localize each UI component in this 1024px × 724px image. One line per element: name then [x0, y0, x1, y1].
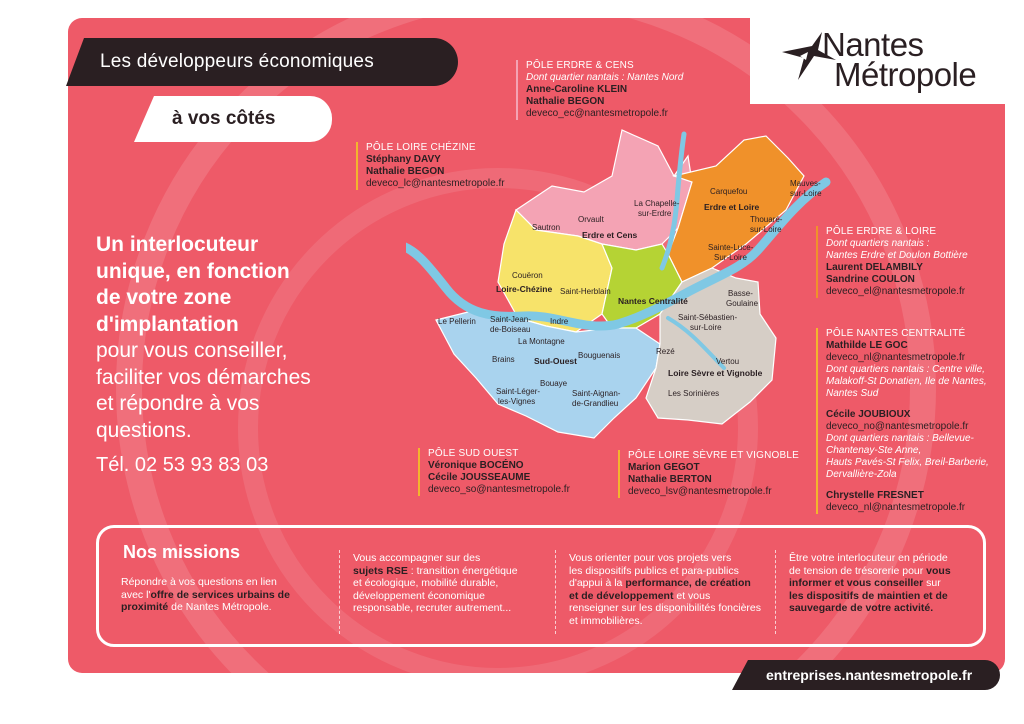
pole-contact: Stéphany DAVY [366, 154, 441, 165]
mission-highlight: sauvegarde de votre activité. [789, 602, 934, 614]
mission-2 [353, 552, 543, 615]
mission-text: avec l' [121, 588, 151, 601]
town-label: Bouguenais [578, 351, 621, 360]
town-label: Goulaine [726, 299, 759, 308]
mission-text: développement économique [353, 589, 485, 602]
website-link[interactable] [748, 660, 1000, 690]
pole-erdre-cens [516, 60, 683, 120]
town-label: Mauves- [790, 179, 821, 188]
pole-title: PÔLE SUD OUEST [428, 448, 519, 459]
town-label: Saint-Jean- [490, 315, 531, 324]
website-url[interactable]: entreprises.nantesmetropole.fr [766, 667, 973, 683]
phone-number[interactable]: Tél. 02 53 93 83 03 [96, 454, 269, 476]
pole-note: Chantenay-Ste Anne, [826, 445, 922, 456]
intro-line: questions. [96, 418, 192, 442]
town-label: Sainte-Luce- [708, 243, 754, 252]
mission-text: et écologique, mobilité durable, [353, 577, 499, 589]
town-label: Saint-Léger- [496, 387, 541, 396]
intro-line: Un interlocuteur [96, 233, 259, 256]
zone-label: Sud-Ouest [534, 356, 577, 366]
mission-text: sur [923, 577, 941, 589]
pole-contact: Véronique BOCÉNO [428, 460, 524, 471]
pole-note: Hauts Pavés-St Felix, Breil-Barberie, [826, 457, 989, 468]
mission-highlight: performance, de création [625, 577, 751, 589]
town-label: La Montagne [518, 337, 565, 346]
pole-contact: Nathalie BEGON [366, 166, 445, 177]
mission-text: de tension de trésorerie pour [789, 564, 927, 577]
header-subbanner [154, 96, 332, 142]
pole-title: PÔLE ERDRE & CENS [526, 60, 634, 71]
pole-contact: Marion GEGOT [628, 462, 700, 473]
mission-text: renseigner sur les disponibilités foncières [569, 602, 762, 614]
intro-line: pour vous conseiller, [96, 339, 288, 362]
mission-4 [789, 552, 975, 615]
town-label: Indre [550, 317, 569, 326]
pole-contact: Sandrine COULON [826, 274, 915, 285]
town-label: Rezé [656, 347, 675, 356]
mission-highlight: vous [926, 564, 951, 577]
mission-text: d'appui à la [569, 577, 626, 589]
pole-contact: Anne-Caroline KLEIN [526, 84, 628, 95]
logo-text-2: Métropole [834, 56, 977, 93]
mission-text: les dispositifs publics et para-publics [569, 564, 739, 577]
pole-note: Dervallière-Zola [826, 469, 897, 480]
town-label: sur-Loire [690, 323, 722, 332]
zone-label: Nantes Centralité [618, 296, 688, 306]
intro-line: d'implantation [96, 312, 239, 336]
mission-highlight: informer et vous conseiller [789, 577, 924, 589]
mission-highlight: offre de services urbains de [150, 588, 290, 601]
town-label: Sautron [532, 223, 561, 232]
mission-text: responsable, recruter autrement... [353, 602, 512, 614]
town-label: Saint-Aignan- [572, 389, 621, 398]
pole-email[interactable]: deveco_el@nantesmetropole.fr [826, 286, 966, 297]
mission-text: Être votre interlocuteur en période [789, 552, 948, 564]
pole-note: Nantes Sud [826, 388, 879, 399]
zone-label: Erdre et Loire [704, 202, 760, 212]
divider [339, 550, 340, 634]
pole-note: Dont quartiers nantais : [826, 238, 930, 249]
town-label: Orvault [578, 215, 604, 224]
header-title: Les développeurs économiques [100, 51, 374, 72]
intro-line: de votre zone [96, 286, 232, 309]
town-label: sur-Loire [750, 225, 782, 234]
mission-highlight: proximité [121, 601, 169, 613]
zone-label: Loire Sèvre et Vignoble [668, 368, 763, 378]
town-label: sur-Loire [790, 189, 822, 198]
town-label: Thouaré- [750, 215, 783, 224]
town-label: sur-Erdre [638, 209, 672, 218]
town-label: Sur-Loire [714, 253, 747, 262]
town-label: de-Boiseau [490, 325, 531, 334]
pole-note: Malakoff-St Donatien, Ile de Nantes, [826, 376, 987, 387]
pole-email[interactable]: deveco_so@nantesmetropole.fr [428, 484, 570, 495]
town-label: Saint-Herblain [560, 287, 611, 296]
town-label: Les Sorinières [668, 389, 720, 398]
divider [775, 550, 776, 634]
header-banner [84, 38, 458, 86]
nantes-metropole-logo [778, 26, 998, 94]
town-label: Basse- [728, 289, 753, 298]
town-label: les-Vignes [498, 397, 536, 406]
mission-text: de Nantes Métropole. [168, 601, 272, 613]
pole-email[interactable]: deveco_lc@nantesmetropole.fr [366, 178, 505, 189]
pole-contact: Cécile JOUBIOUX [826, 409, 911, 420]
pole-title: PÔLE NANTES CENTRALITÉ [826, 328, 966, 339]
pole-contact: Nathalie BERTON [628, 474, 712, 485]
intro-line: et répondre à vos [96, 392, 260, 415]
missions-title: Nos missions [123, 542, 241, 562]
pole-note: Dont quartiers nantais : Bellevue- [826, 433, 974, 444]
pole-note: Nantes Erdre et Doulon Bottière [826, 250, 968, 261]
pole-title: PÔLE LOIRE SÈVRE ET VIGNOBLE [628, 450, 800, 461]
pole-note: Dont quartier nantais : Nantes Nord [526, 72, 684, 83]
zone-label: Loire-Chézine [496, 284, 553, 294]
intro-line: unique, en fonction [96, 259, 290, 283]
pole-sud-ouest [418, 448, 570, 496]
town-label: Brains [492, 355, 515, 364]
town-label: Bouaye [540, 379, 568, 388]
pole-contact: Laurent DELAMBILY [826, 262, 923, 273]
pole-note: Dont quartiers nantais : Centre ville, [826, 364, 985, 375]
missions-box [96, 525, 986, 647]
pole-email[interactable]: deveco_nl@nantesmetropole.fr [826, 352, 966, 363]
zone-label: Erdre et Cens [582, 230, 638, 240]
pole-contact: Cécile JOUSSEAUME [428, 472, 531, 483]
header-subtitle: à vos côtés [172, 108, 276, 129]
town-label: Carquefou [710, 187, 748, 196]
mission-highlight: et de développement [569, 589, 674, 602]
mission-text: : transition énergétique [407, 564, 518, 577]
town-label: de-Grandlieu [572, 399, 619, 408]
pole-email[interactable]: deveco_lsv@nantesmetropole.fr [628, 486, 772, 497]
metropole-map [406, 118, 846, 448]
mission-1 [121, 576, 321, 614]
intro-line: faciliter vos démarches [96, 365, 311, 389]
mission-text: et immobilières. [569, 614, 643, 627]
town-label: Saint-Sébastien- [678, 313, 738, 322]
mission-highlight: les dispositifs de maintien et de [789, 589, 948, 602]
zone-sud-ouest [436, 310, 660, 438]
logo-text-1: Nantes [822, 26, 924, 63]
mission-text: Répondre à vos questions en lien [121, 576, 277, 588]
pole-contact: Nathalie BEGON [526, 96, 605, 107]
town-label: Vertou [716, 357, 740, 366]
mission-text: Vous accompagner sur des [353, 552, 481, 564]
pole-email[interactable]: deveco_no@nantesmetropole.fr [826, 421, 969, 432]
intro-text [96, 232, 366, 444]
pole-email[interactable]: deveco_nl@nantesmetropole.fr [826, 502, 966, 513]
town-label: Le Pellerin [438, 317, 476, 326]
mission-text: et vous [673, 589, 711, 602]
pole-title: PÔLE LOIRE CHÉZINE [366, 142, 476, 153]
pole-title: PÔLE ERDRE & LOIRE [826, 226, 937, 237]
town-label: Couëron [512, 271, 543, 280]
pole-contact: Chrystelle FRESNET [826, 490, 924, 501]
mission-highlight: sujets RSE [353, 564, 408, 577]
mission-3 [569, 552, 769, 627]
divider [555, 550, 556, 634]
pole-loire-sevre-vignoble [618, 450, 799, 498]
pole-email[interactable]: deveco_ec@nantesmetropole.fr [526, 108, 668, 119]
mission-text: Vous orienter pour vos projets vers [569, 552, 732, 564]
pole-contact: Mathilde LE GOC [826, 340, 908, 351]
town-label: La Chapelle- [634, 199, 680, 208]
